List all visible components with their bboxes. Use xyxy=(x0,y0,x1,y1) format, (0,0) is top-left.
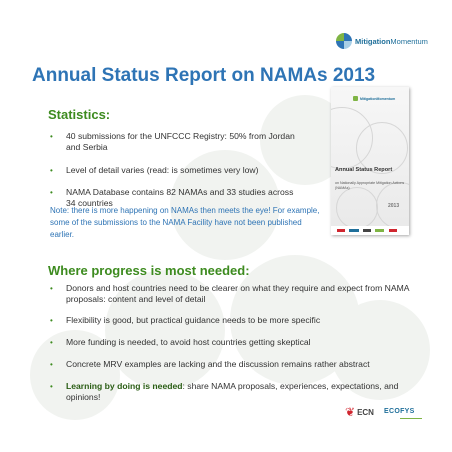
progress-list xyxy=(50,283,430,414)
list-item: • Learning by doing is needed: share NAMA proposals, experiences, expectations, and opinions! xyxy=(50,381,399,402)
logo-text: MitigationMomentum xyxy=(355,36,428,46)
list-item: • More funding is needed, to avoid host countries getting skeptical xyxy=(50,337,311,347)
bullet-icon: • xyxy=(50,284,53,293)
ecn-mark-icon: ❦ xyxy=(345,405,356,419)
ecn-logo: ❦ ECN xyxy=(345,405,374,419)
bullet-icon: • xyxy=(50,188,53,197)
bullet-icon: • xyxy=(50,360,53,369)
list-item: • Flexibility is good, but practical guidance needs to be more specific xyxy=(50,315,321,325)
ecofys-underline xyxy=(400,418,422,419)
bullet-icon: • xyxy=(50,338,53,347)
bullet-icon: • xyxy=(50,132,53,141)
list-item: • NAMA Database contains 82 NAMAs and 33 studies across 34 countries xyxy=(50,187,294,208)
progress-heading: Where progress is most needed: xyxy=(48,263,250,278)
list-item: • 40 submissions for the UNFCCC Registry: 50% from Jordan and Serbia xyxy=(50,131,295,152)
bullet-icon: • xyxy=(50,165,53,175)
bullet-icon: • xyxy=(50,382,53,391)
cover-title: Annual Status Report xyxy=(335,167,393,173)
cover-logo: MitigationMomentum xyxy=(353,96,395,101)
report-cover-image xyxy=(331,87,409,235)
cover-subtitle: on Nationally Appropriate Mitigation Actions (NAMAs) xyxy=(335,181,405,190)
list-item: • Level of detail varies (read: is sometimes very low) xyxy=(50,164,259,175)
list-item: • Concrete MRV examples are lacking and the discussion remains rather abstract xyxy=(50,359,370,369)
statistics-heading: Statistics: xyxy=(48,107,111,122)
statistics-note: Note: there is more happening on NAMAs then meets the eye! For example, some of the submissions to the NAMA Facility have not been published earlier. xyxy=(50,206,320,239)
list-item: • Donors and host countries need to be clearer on what they require and expect from NAMA proposals: content and level of detail xyxy=(50,283,409,304)
emphasis-text: Learning by doing is needed xyxy=(66,381,183,391)
mitigation-momentum-logo xyxy=(336,33,428,49)
page-title: Annual Status Report on NAMAs 2013 xyxy=(32,65,376,86)
logo-mark-icon xyxy=(336,33,352,49)
cover-partner-logos xyxy=(331,226,409,235)
cover-year: 2013 xyxy=(388,203,400,209)
bullet-icon: • xyxy=(50,316,53,325)
ecofys-logo: ECOFYS xyxy=(384,408,415,415)
